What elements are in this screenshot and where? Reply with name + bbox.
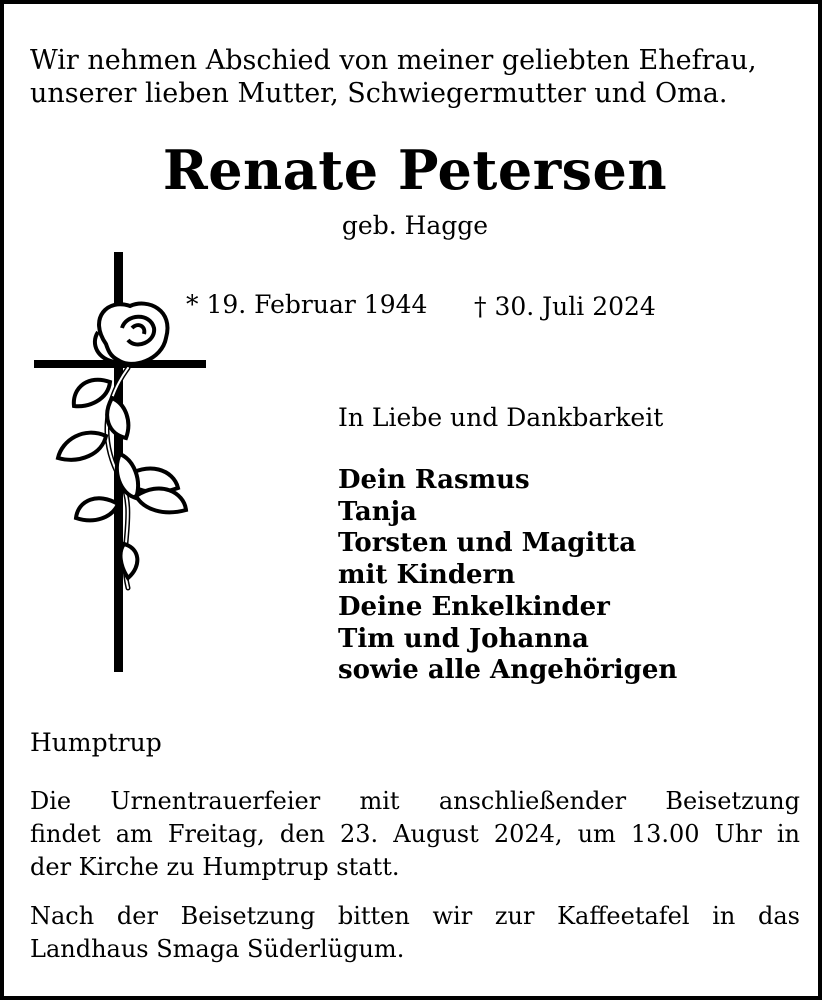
intro-line: Wir nehmen Abschied von meiner geliebten Ehefrau, [30, 45, 757, 76]
birth-date: * 19. Februar 1944 [186, 290, 428, 319]
death-date: † 30. Juli 2024 [474, 292, 656, 321]
mourner-name: Dein Rasmus [338, 465, 530, 495]
ceremony-line: Die Urnentrauerfeier mit anschließender Beisetzung [30, 787, 800, 815]
intro-text [30, 44, 800, 110]
rose-bloom [95, 304, 168, 364]
deceased-name: Renate Petersen [162, 138, 668, 202]
ceremony-line: der Kirche zu Humptrup statt. [30, 853, 400, 881]
ceremony-paragraph [30, 785, 800, 884]
ceremony-line: findet am Freitag, den 23. August 2024, um 13.00 Uhr in [30, 820, 800, 848]
mourner-name: sowie alle Angehörigen [338, 655, 678, 686]
rose-leaves [58, 380, 186, 578]
reception-line: Landhaus Smaga Süderlügum. [30, 935, 405, 963]
mourner-name: mit Kindern [338, 560, 516, 591]
mourners-list [338, 465, 677, 687]
maiden-name: geb. Hagge [341, 211, 489, 240]
mourner-name: Tim und Johanna [338, 623, 589, 654]
mourner-name: Torsten und Magitta [338, 528, 637, 559]
cross-with-rose-icon [28, 248, 218, 678]
reception-paragraph [30, 900, 800, 966]
mourner-name: Tanja [338, 496, 417, 527]
intro-line: unserer lieben Mutter, Schwiegermutter und Oma. [30, 78, 728, 109]
place-name: Humptrup [30, 728, 162, 757]
mourner-name: Deine Enkelkinder [338, 591, 610, 622]
gratitude-line: In Liebe und Dankbarkeit [338, 403, 664, 432]
reception-line: Nach der Beisetzung bitten wir zur Kaffeetafel in das [30, 902, 800, 930]
